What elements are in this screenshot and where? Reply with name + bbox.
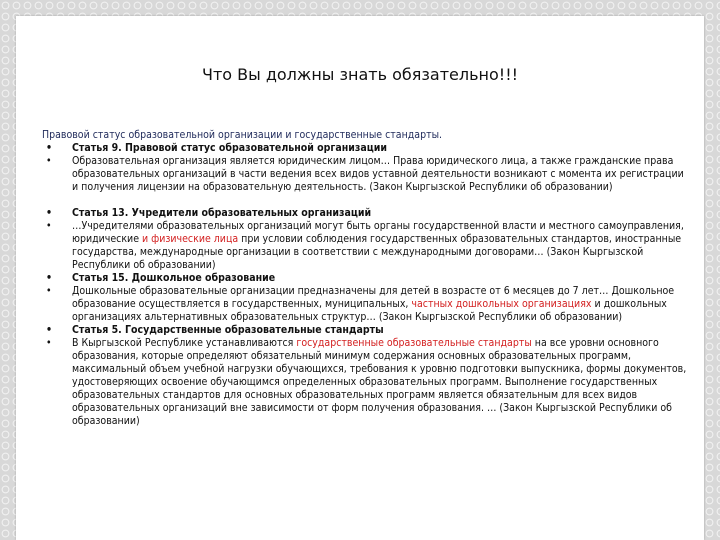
article-5-highlight: государственные образовательные стандарты	[296, 337, 532, 349]
article-5-text-a: В Кыргызской Республике устанавливаются	[72, 337, 297, 349]
slide	[16, 16, 704, 540]
bullet-list-2	[42, 207, 692, 428]
article-13-text	[42, 220, 692, 272]
article-15-text-a: Дошкольные образовательные организации предназначены для детей в возрасте от 6 месяцев до 7 лет… Дошкольное образование осуществляется в государственных, муниципальных,	[72, 285, 675, 310]
article-5-text-b: на все уровни основного образования, которые определяют обязательный минимум содержания основных образовательных программ, максимальный объем учебной нагрузки обучающихся, требования к уровню подготовки выпускника, формы документов, удостоверяющих освоение обучающимся определенных образовательных программ. Выполнение государственных образовательных стандартов для основных образовательных программ является обязательным для всех видов образовательных организаций вне зависимости от форм получения образования. … (Закон Кыргызской Республики об образовании)	[72, 337, 687, 427]
article-9-text: • Образовательная организация является юридическим лицом… Права юридического лица, а также гражданские права образовательных организаций в части ведения всех видов уставной деятельности возникают с момента их регистрации и получения лицензии на образовательную деятельность. (Закон Кыргызской Республики об образовании)	[42, 155, 692, 194]
article-13-highlight: и физические лица	[142, 233, 239, 245]
slide-content	[42, 129, 692, 428]
article-15-text	[42, 285, 692, 324]
article-13-text-a: …Учредителями образовательных организаций могут быть органы государственной власти и местного самоуправления, юридические	[72, 220, 684, 245]
slide-title: Что Вы должны знать обязательно!!!	[201, 65, 519, 84]
section-heading: Правовой статус образовательной организации и государственные стандарты.	[42, 129, 443, 141]
article-15-title: • Статья 15. Дошкольное образование	[42, 272, 692, 285]
article-13-title: • Статья 13. Учредители образовательных организаций	[42, 207, 692, 220]
spacer	[42, 194, 692, 207]
article-13-text-b: при условии соблюдения государственных образовательных стандартов, иностранные государства, международные организации в соответствии с международными договорами… (Закон Кыргызской Республики об образовании)	[72, 233, 682, 271]
article-15-highlight: частных дошкольных организациях	[411, 298, 592, 310]
bullet-list-1	[42, 142, 692, 194]
article-9-title: • Статья 9. Правовой статус образовательной организации	[42, 142, 692, 155]
article-5-text	[42, 337, 692, 428]
article-15-text-b: и дошкольных организациях альтернативных образовательных структур… (Закон Кыргызской Республики об образовании)	[72, 298, 667, 323]
article-5-title: • Статья 5. Государственные образовательные стандарты	[42, 324, 692, 337]
